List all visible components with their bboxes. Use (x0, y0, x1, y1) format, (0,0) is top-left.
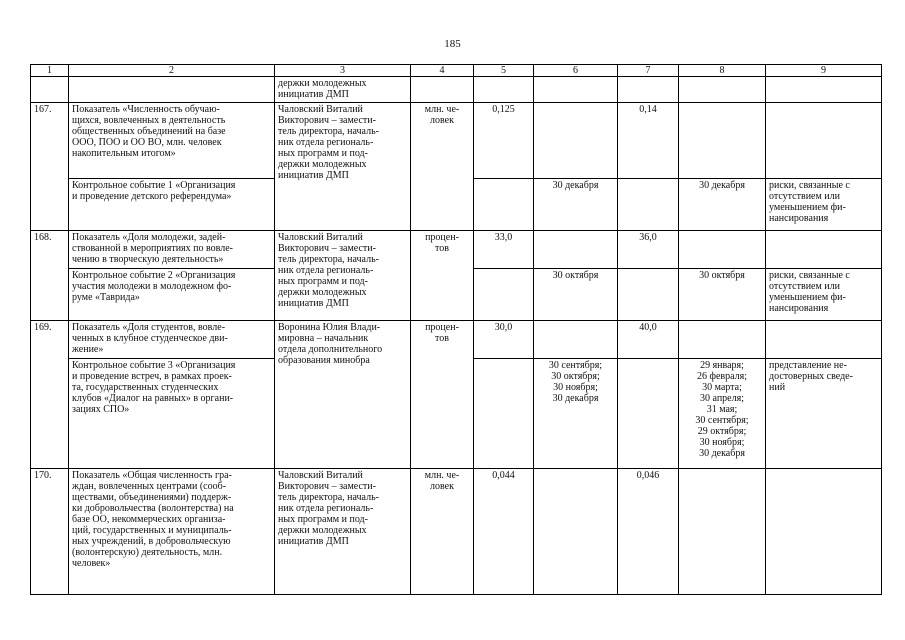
unit-cell: млн. че- ловек (411, 103, 474, 231)
target-value-cell: 0,14 (618, 103, 679, 179)
risks-cell: риски, связанные с отсутствием или уменьшением фи- нансирования (766, 179, 882, 231)
continuation-row (31, 77, 882, 103)
indicator-cell: Показатель «Численность обучаю- щихся, вовлеченных в деятельность общественных объединений на базе ООО, ПОО и ОО ВО, млн. человек накопительным итогом» (69, 103, 275, 179)
responsible-cell: Чаловский Виталий Викторович – замести- тель директора, началь- ник отдела региональ- ных программ и под- держки молодежных инициатив ДМП (275, 469, 411, 595)
table-row (31, 469, 882, 595)
column-number: 1 (31, 65, 69, 77)
plan-date-cell: 30 сентября; 30 октября; 30 ноября; 30 декабря (534, 359, 618, 469)
indicator-cell: Показатель «Доля студентов, вовле- ченных в клубное студенческое дви- жение» (69, 321, 275, 359)
plan-date-cell: 30 октября (534, 269, 618, 321)
fact-date-cell: 30 октября (679, 269, 766, 321)
column-number: 6 (534, 65, 618, 77)
column-number: 7 (618, 65, 679, 77)
responsible-cell: держки молодежных инициатив ДМП (275, 77, 411, 103)
base-value-cell: 0,125 (474, 103, 534, 179)
measures-table (30, 64, 882, 595)
table-row (31, 321, 882, 359)
plan-date-cell: 30 декабря (534, 179, 618, 231)
row-number: 170. (31, 469, 69, 595)
base-value-cell: 30,0 (474, 321, 534, 359)
row-number: 168. (31, 231, 69, 321)
column-number: 9 (766, 65, 882, 77)
target-value-cell: 36,0 (618, 231, 679, 269)
fact-date-cell: 30 декабря (679, 179, 766, 231)
table-row (31, 231, 882, 269)
row-number: 167. (31, 103, 69, 231)
page-number: 185 (444, 38, 461, 50)
unit-cell: процен- тов (411, 231, 474, 321)
responsible-cell: Воронина Юлия Влади- мировна – начальник отдела дополнительного образования минобра (275, 321, 411, 469)
column-number: 3 (275, 65, 411, 77)
column-number: 2 (69, 65, 275, 77)
responsible-cell: Чаловский Виталий Викторович – замести- тель директора, началь- ник отдела региональ- ных программ и под- держки молодежных инициатив ДМП (275, 231, 411, 321)
base-value-cell: 33,0 (474, 231, 534, 269)
responsible-cell: Чаловский Виталий Викторович – замести- тель директора, началь- ник отдела региональ- ных программ и под- держки молодежных инициатив ДМП (275, 103, 411, 231)
column-number: 5 (474, 65, 534, 77)
target-value-cell: 40,0 (618, 321, 679, 359)
unit-cell: процен- тов (411, 321, 474, 469)
control-event-cell: Контрольное событие 2 «Организация участия молодежи в молодежном фо- руме «Таврида» (69, 269, 275, 321)
risks-cell: представление не- достоверных сведе- ний (766, 359, 882, 469)
column-number: 8 (679, 65, 766, 77)
column-number-row (31, 65, 882, 77)
indicator-cell: Показатель «Доля молодежи, задей- ствованной в мероприятиях по вовле- чению в творческую деятельность» (69, 231, 275, 269)
indicator-cell: Показатель «Общая численность гра- ждан, вовлеченных центрами (сооб- ществами, объединениями) поддерж- ки добровольчества (волонтерства) на базе ОО, некоммерческих организа- ций, государственных и муниципаль- ных учреждений, в добровольческую (волонтерскую) деятельность, млн. человек» (69, 469, 275, 595)
base-value-cell: 0,044 (474, 469, 534, 595)
row-number: 169. (31, 321, 69, 469)
risks-cell: риски, связанные с отсутствием или уменьшением фи- нансирования (766, 269, 882, 321)
table-row (31, 103, 882, 179)
target-value-cell: 0,046 (618, 469, 679, 595)
control-event-cell: Контрольное событие 3 «Организация и проведение встреч, в рамках проек- та, государственных студенческих клубов «Диалог на равных» в органи- зациях СПО» (69, 359, 275, 469)
control-event-cell: Контрольное событие 1 «Организация и проведение детского референдума» (69, 179, 275, 231)
fact-date-cell: 29 января; 26 февраля; 30 марта; 30 апреля; 31 мая; 30 сентября; 29 октября; 30 ноября; 30 декабря (679, 359, 766, 469)
unit-cell: млн. че- ловек (411, 469, 474, 595)
column-number: 4 (411, 65, 474, 77)
